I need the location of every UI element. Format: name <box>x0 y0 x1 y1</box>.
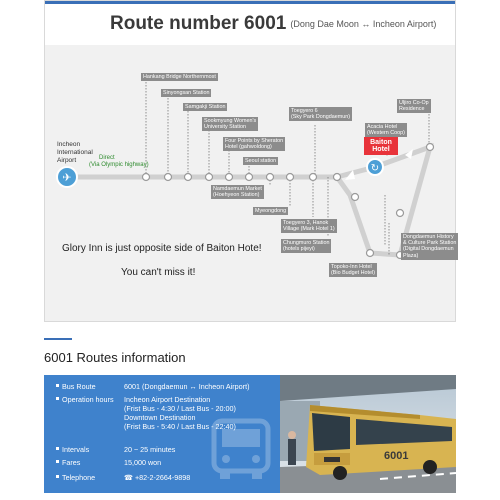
station-label-line: Hankang Bridge Northernmost <box>143 74 216 80</box>
station-label-line: Four Points by Sheraton <box>225 138 284 144</box>
station-label-line: Plaza) <box>403 252 419 259</box>
station-label[interactable] <box>329 263 377 277</box>
note-glory-inn: Glory Inn is just opposite side of Baiton Hote! <box>62 243 262 254</box>
origin-line: Airport <box>57 157 77 164</box>
station-label[interactable] <box>281 239 331 253</box>
station-label[interactable] <box>397 99 431 113</box>
station-label[interactable] <box>202 117 258 131</box>
info-label: Bus Route <box>62 382 96 391</box>
info-label: Telephone <box>62 473 96 482</box>
station-label-line: Topoko-Inn Hotel <box>331 264 372 270</box>
station-node[interactable] <box>334 174 341 181</box>
station-label[interactable] <box>289 107 352 121</box>
info-value <box>124 458 161 467</box>
info-value-line: Downtown Destination <box>124 413 196 422</box>
bullet-icon <box>56 475 59 478</box>
station-label[interactable] <box>253 207 288 215</box>
station-label[interactable] <box>243 157 278 165</box>
station-label-line: Dongdaemun History <box>403 234 454 240</box>
route-subtitle: (Dong Dae Moon ↔ Incheon Airport) <box>290 18 437 29</box>
station-node[interactable] <box>427 144 434 151</box>
station-label-line: (Bio Budget Hotel) <box>331 270 376 277</box>
bullet-icon <box>56 397 59 400</box>
station-label-line: Uljiro Co-Op <box>399 100 429 106</box>
info-value-line: 20 ~ 25 minutes <box>124 445 176 454</box>
station-label-line: (Sky Park Dongdaemun) <box>291 114 351 121</box>
info-label: Fares <box>62 458 81 467</box>
info-value-line: (Frist Bus - 4:30 / Last Bus - 20:00) <box>124 404 236 413</box>
station-label[interactable] <box>365 123 407 137</box>
info-value-line[interactable]: ☎ +82-2-2664-9898 <box>124 473 191 482</box>
station-label-line: (Hoehyeon Station) <box>213 192 260 199</box>
bus-photo <box>280 375 456 493</box>
station-node[interactable] <box>246 174 253 181</box>
highlight-line: Baiton <box>370 139 392 146</box>
station-node[interactable] <box>226 174 233 181</box>
station-label-line: (hotels pijeyi) <box>283 246 315 253</box>
info-value <box>124 445 175 454</box>
station-label[interactable] <box>211 185 264 199</box>
station-node[interactable] <box>267 174 274 181</box>
loop-icon: ↻ <box>370 163 380 174</box>
station-node[interactable] <box>397 210 404 217</box>
station-label[interactable] <box>401 233 458 260</box>
info-label: Intervals <box>62 445 90 454</box>
station-label-line: Toegyero 6 <box>291 108 318 114</box>
station-label-line: Residence <box>399 106 425 113</box>
station-node[interactable] <box>165 174 172 181</box>
station-label[interactable] <box>161 89 211 97</box>
direct-line: (Via Olympic highway) <box>89 162 149 168</box>
info-label: Operation hours <box>62 395 114 404</box>
bullet-icon <box>56 447 59 450</box>
info-value <box>124 473 190 482</box>
station-label[interactable] <box>281 219 337 233</box>
bullet-icon <box>56 384 59 387</box>
station-label-line: Chungmuro Station <box>283 240 330 246</box>
route-title <box>110 13 436 35</box>
station-label-line: Acacia Hotel <box>367 124 398 130</box>
info-value <box>124 382 249 391</box>
info-heading: 6001 Routes information <box>44 350 186 365</box>
card-top-bar <box>45 1 455 4</box>
station-label-line: Namdaemun Market <box>213 186 262 192</box>
origin-line: Incheon <box>57 141 81 148</box>
station-node[interactable] <box>367 250 374 257</box>
section-rule <box>44 338 72 340</box>
origin-label <box>57 141 93 165</box>
station-node[interactable] <box>143 174 150 181</box>
bus-number-text: 6001 <box>384 450 409 462</box>
bus-image <box>280 375 456 493</box>
direct-line: Direct <box>99 155 115 161</box>
note-cant-miss: You can't miss it! <box>121 267 196 278</box>
station-label-line: Sookmyung Women's <box>204 118 257 124</box>
station-node[interactable] <box>352 194 359 201</box>
station-label[interactable] <box>183 103 227 111</box>
station-label-line: Myeongdong <box>255 208 287 214</box>
station-node[interactable] <box>206 174 213 181</box>
station-label-line: (Western Coop) <box>367 130 405 137</box>
station-label-line: Seoul station <box>245 158 277 164</box>
info-panel <box>44 375 280 493</box>
station-label-line: (Digital Dongdaemun <box>403 246 454 253</box>
station-label[interactable] <box>141 73 218 81</box>
station-node[interactable] <box>287 174 294 181</box>
station-label-line: University Station <box>204 124 246 131</box>
route-map <box>45 45 455 321</box>
bullet-icon <box>56 460 59 463</box>
baiton-hotel-label <box>364 139 398 153</box>
route-diagram <box>45 45 455 321</box>
info-value-line: 15,000 won <box>124 458 162 467</box>
airplane-icon: ✈ <box>62 171 72 184</box>
origin-line: International <box>57 149 93 156</box>
route-title-text: Route number 6001 <box>110 13 287 34</box>
info-value-line: (Frist Bus - 5:40 / Last Bus - 22:40) <box>124 422 236 431</box>
station-label[interactable] <box>223 137 285 151</box>
station-label-line: Sinyongsan Station <box>163 90 210 96</box>
station-label-line: Toegyero 3, Hanok <box>283 220 329 226</box>
direct-label <box>89 155 149 169</box>
highlight-line: Hotel <box>372 146 390 153</box>
info-value-line: Incheon Airport Destination <box>124 395 211 404</box>
station-label-line: Village (Mark Hotel 1) <box>283 226 335 233</box>
station-label-line: Samgakji Station <box>185 104 226 110</box>
route-map-card <box>44 0 456 322</box>
station-node[interactable] <box>310 174 317 181</box>
station-label-line: Hotel (gahwoldong) <box>225 144 272 151</box>
station-label-line: & Culture Park Station <box>403 240 457 247</box>
info-value <box>124 395 236 431</box>
station-node[interactable] <box>185 174 192 181</box>
info-value-line: 6001 (Dongdaemun ↔ Incheon Airport) <box>124 382 250 391</box>
